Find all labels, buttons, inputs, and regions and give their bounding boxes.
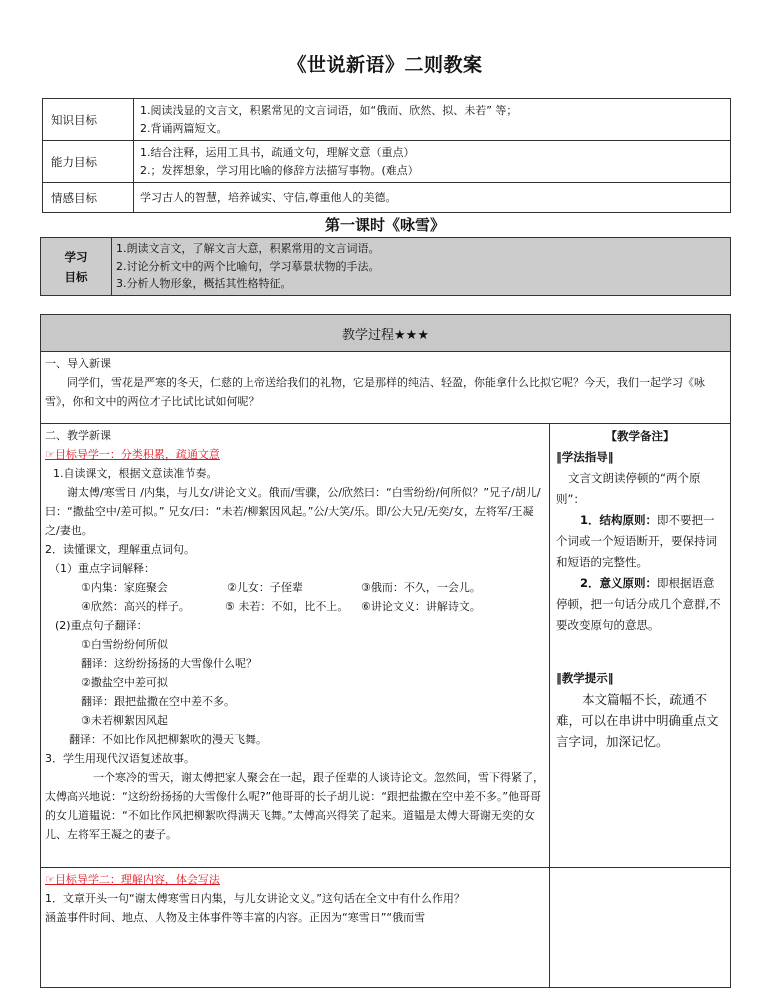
sentence-3: ③未若柳絮因风起 [81, 714, 168, 727]
objective-line: 1.结合注释，运用工具书，疏通文句，理解文意（重点） [140, 145, 415, 159]
story-text: 一个寒冷的雪天，谢太傅把家人聚会在一起，跟子侄辈的人谈诗论文。忽然间，雪下得紧了，太傅高兴地说：“这纷纷扬扬的大雪像什么呢?”他哥哥的长子胡儿说：“跟把盐撒在空中差不多。”他哥哥的女儿道韫说：“不如比作风把柳絮吹得满天飞舞。”太傅高兴得笑了起来。道韫是太傅大哥谢无奕的女儿、左将军王凝之的妻子。 [45, 771, 544, 841]
goal-line: 3.分析人物形象，概括其性格特征。 [116, 277, 292, 291]
step-3: 3．学生用现代汉语复述故事。 [45, 752, 195, 765]
intro-text: 同学们，雪花是严寒的冬天，仁慈的上帝送给我们的礼物，它是那样的纯洁、轻盈，你能拿什么比拟它呢？今天，我们一起学习《咏雪》，你和文中的两位才子比试比试如何呢？ [45, 376, 705, 408]
question-1: 1．文章开头一句“谢太傅寒雪日内集，与儿女讲论文义。”这句话在全文中有什么作用？ [45, 892, 465, 905]
notes-heading: 【教学备注】 [605, 429, 675, 443]
table-row [41, 424, 731, 868]
principle-2-title: 2．意义原则： [580, 576, 658, 590]
word-item: ⑥讲论文义：讲解诗文。 [361, 600, 481, 613]
table-row [41, 352, 731, 424]
goal-line: 1.朗读文言文，了解文言大意，积累常用的文言词语。 [116, 242, 380, 256]
new-lesson-heading: 二、教学新课 [45, 429, 111, 442]
table-row [43, 183, 731, 213]
guide-1-heading [45, 445, 545, 464]
translation-3: 翻译：不如比作风把柳絮吹的漫天飞舞。 [69, 733, 267, 746]
learning-goals-table [40, 237, 731, 296]
sentence-1: ①白雪纷纷何所似 [81, 638, 168, 651]
words-row-2 [45, 597, 545, 616]
teaching-process-table [40, 314, 731, 988]
word-item: ⑤ 未若：不如，比不上。 [225, 600, 349, 613]
lesson-title: 第一课时《咏雪》 [324, 216, 445, 234]
objective-line: 1.阅读浅显的文言文，积累常见的文言词语，如“俄而、欣然、拟、未若” 等； [140, 103, 518, 117]
principle-1-title: 1．结构原则： [580, 513, 658, 527]
table-row [41, 238, 731, 296]
guide-2-text: ☞目标导学二：理解内容，体会写法 [45, 873, 220, 886]
goal-label-line: 目标 [64, 269, 88, 284]
passage-text: 谢太傅/寒雪日 /内集，与儿女/讲论文义。俄而/雪骤，公/欣然曰：“白雪纷纷/何所似？”兄子/胡儿/曰：“撒盐空中/差可拟。” 兄女/曰：“未若/柳絮因风起。”公/大笑/乐。即/公大兄/无奕/女，左将军/王凝之/妻也。 [45, 486, 541, 537]
objective-label: 能力目标 [43, 141, 134, 183]
guide-2-heading [45, 870, 545, 889]
objective-label: 知识目标 [43, 99, 134, 141]
objective-line: 2.；发挥想象，学习用比喻的修辞方法描写事物。(难点） [140, 163, 419, 177]
principle-2 [556, 573, 724, 636]
guide-2-section [41, 868, 550, 988]
objective-content [134, 141, 731, 183]
sentence-2: ②撒盐空中差可拟 [81, 676, 168, 689]
objective-content [134, 183, 731, 213]
intro-section [41, 352, 731, 424]
goal-content [112, 238, 731, 296]
goal-label-line: 学习 [64, 249, 88, 264]
translation-1: 翻译：这纷纷扬扬的大雪像什么呢？ [81, 657, 257, 670]
word-item: ②儿女：子侄辈 [227, 581, 303, 594]
process-header: 教学过程★★★ [41, 315, 731, 352]
step-2: 2．读懂课文，理解重点词句。 [45, 543, 195, 556]
table-row [41, 868, 731, 988]
teaching-notes [550, 424, 731, 868]
answer-1: 涵盖事件时间、地点、人物及主体事件等丰富的内容。正因为“寒雪日”“俄而雪 [45, 911, 426, 924]
method-title: ‖学法指导‖ [556, 450, 614, 464]
principle-1-text: 即不要把一个词或一个短语断开，要保持词和短语的完整性。 [556, 513, 717, 569]
document-title: 《世说新语》二则教案 [287, 54, 483, 76]
word-item: ③俄而：不久，一会儿。 [361, 581, 481, 594]
goal-label [41, 238, 112, 296]
new-lesson-section [41, 424, 550, 868]
word-item: ④欣然：高兴的样子。 [81, 600, 190, 613]
tip-title: ‖教学提示‖ [556, 671, 614, 685]
objective-line: 学习古人的智慧，培养诚实、守信,尊重他人的美德。 [140, 190, 397, 204]
word-item: ①内集：家庭聚会 [81, 581, 168, 594]
objective-line: 2.背诵两篇短文。 [140, 121, 228, 135]
notes-empty [550, 868, 731, 988]
objective-label: 情感目标 [43, 183, 134, 213]
intro-heading: 一、导入新课 [45, 357, 111, 370]
objectives-table [42, 98, 731, 213]
principle-2-text: 即根据语意停顿，把一句话分成几个意群,不要改变原句的意思。 [556, 576, 721, 632]
table-row [43, 141, 731, 183]
sub-1: （1）重点字词解释： [49, 562, 155, 575]
tip-text: 本文篇幅不长，疏通不难，可以在串讲中明确重点文言字词，加深记忆。 [556, 692, 719, 749]
guide-1-text: ☞目标导学一：分类积累，疏通文意 [45, 448, 220, 461]
table-row [41, 315, 731, 352]
table-row [43, 99, 731, 141]
objective-content [134, 99, 731, 141]
step-1: 1.自读课文，根据文意读准节奏。 [53, 467, 218, 480]
method-intro: 文言文朗读停顿的“两个原则”： [556, 471, 701, 506]
sub-2: (2)重点句子翻译： [55, 619, 148, 632]
words-row-1 [45, 578, 545, 597]
goal-line: 2.讨论分析文中的两个比喻句，学习摹景状物的手法。 [116, 259, 380, 273]
principle-1 [556, 510, 724, 573]
translation-2: 翻译：跟把盐撒在空中差不多。 [81, 695, 235, 708]
